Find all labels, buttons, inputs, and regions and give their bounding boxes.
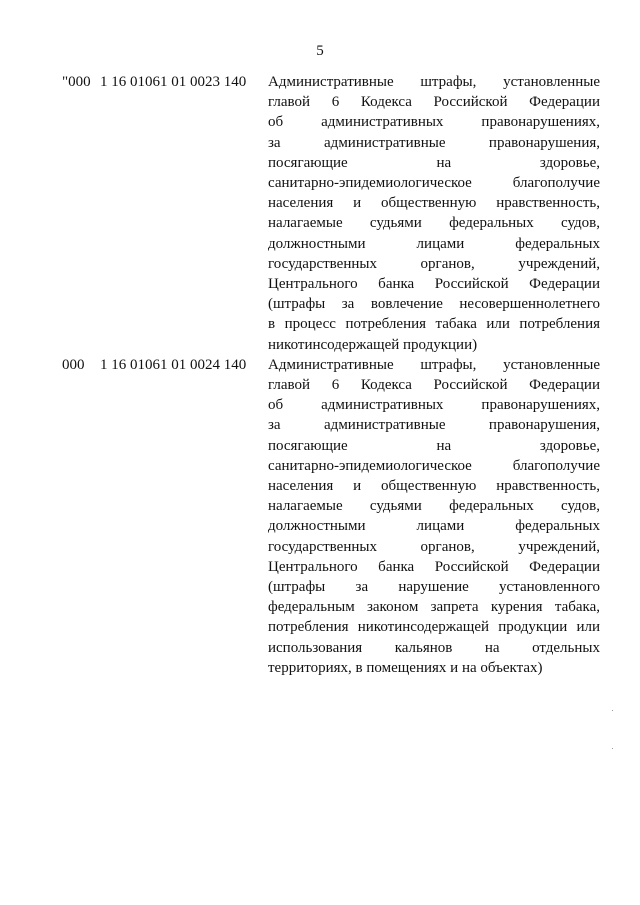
description-line: санитарно-эпидемиологическое благополучие <box>268 175 600 192</box>
admin-code-cell: 000 <box>62 356 85 373</box>
description-line: Административные штрафы, установленные <box>268 74 600 90</box>
table-row <box>62 72 602 355</box>
description-line: федеральным законом запрета курения табака, <box>268 599 600 616</box>
description-line: населения и общественную нравственность, <box>268 478 600 495</box>
description-line: Центрального банка Российской Федерации <box>268 558 600 575</box>
scan-speck <box>612 710 613 711</box>
description-line: должностными лицами федеральных <box>268 235 600 252</box>
table-row <box>62 355 602 678</box>
description-line: использования кальянов на отдельных <box>268 639 600 656</box>
description-line: потребления никотинсодержащей продукции или <box>268 619 600 636</box>
description-line: государственных органов, учреждений, <box>268 255 600 272</box>
kbk-code-cell: 1 16 01061 01 0023 140 <box>100 74 247 90</box>
description-line: главой 6 Кодекса Российской Федерации <box>268 94 600 111</box>
description-line: за административные правонарушения, <box>268 134 600 151</box>
description-line: никотинсодержащей продукции) <box>268 336 478 353</box>
description-cell <box>268 72 600 355</box>
description-line: главой 6 Кодекса Российской Федерации <box>268 377 600 394</box>
kbk-table <box>62 72 602 678</box>
description-line: санитарно-эпидемиологическое благополучие <box>268 457 600 474</box>
description-line: территориях, в помещениях и на объектах) <box>268 659 543 676</box>
scan-speck <box>612 748 613 749</box>
admin-code-cell: "000 <box>62 74 91 90</box>
description-line: налагаемые судьями федеральных судов, <box>268 215 600 232</box>
description-line: должностными лицами федеральных <box>268 518 600 535</box>
description-line: населения и общественную нравственность, <box>268 195 600 212</box>
description-line: об административных правонарушениях, <box>268 397 600 414</box>
description-line: посягающие на здоровье, <box>268 437 600 454</box>
description-cell <box>268 355 600 678</box>
description-line: в процесс потребления табака или потребления <box>268 316 600 333</box>
description-line: об административных правонарушениях, <box>268 114 600 131</box>
description-line: за административные правонарушения, <box>268 417 600 434</box>
description-line: государственных органов, учреждений, <box>268 538 600 555</box>
description-line: Центрального банка Российской Федерации <box>268 276 600 293</box>
page-number: 5 <box>316 43 324 59</box>
description-line: налагаемые судьями федеральных судов, <box>268 498 600 515</box>
description-line: (штрафы за нарушение установленного <box>268 579 600 596</box>
description-line: посягающие на здоровье, <box>268 154 600 171</box>
kbk-code-cell: 1 16 01061 01 0024 140 <box>100 356 247 373</box>
description-line: Административные штрафы, установленные <box>268 356 600 373</box>
description-line: (штрафы за вовлечение несовершеннолетнего <box>268 296 600 313</box>
